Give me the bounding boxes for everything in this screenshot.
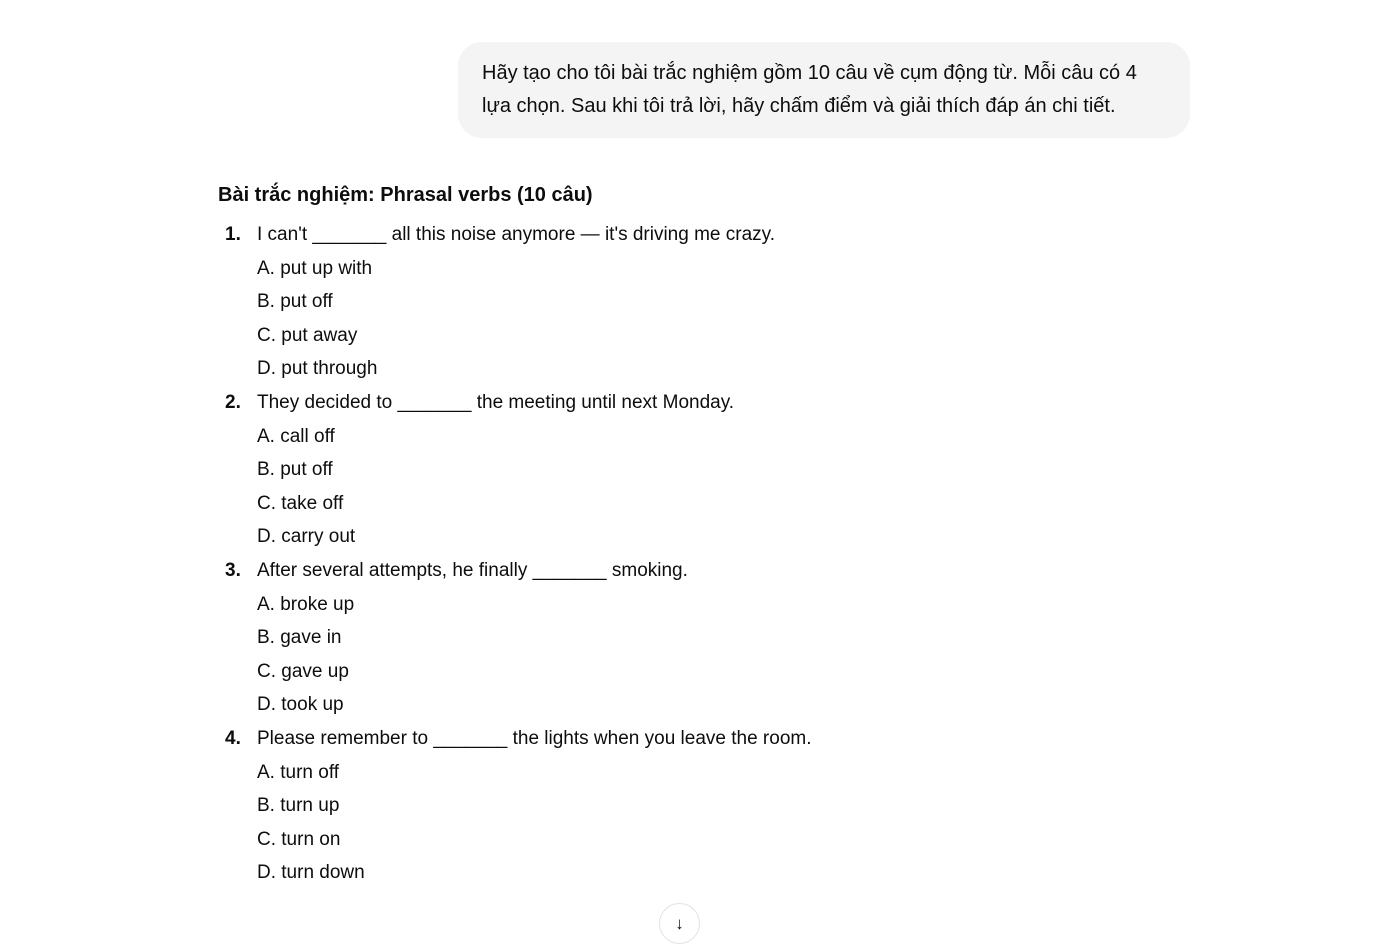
user-message-turn — [218, 42, 1190, 138]
option-line: B. gave in — [257, 627, 342, 649]
option-line: C. turn on — [257, 828, 341, 850]
question-number: 3. — [225, 559, 241, 581]
option-line: A. turn off — [257, 761, 340, 783]
question-item — [218, 554, 1190, 722]
arrow-down-icon: ↓ — [675, 913, 684, 933]
question-item — [218, 722, 1190, 890]
question-text: Please remember to _______ the lights when you leave the room. — [257, 727, 812, 749]
option-line: D. carry out — [257, 526, 356, 548]
question-list — [218, 218, 1190, 890]
question-number: 1. — [225, 224, 241, 245]
question-item — [218, 218, 1190, 386]
question-text: They decided to _______ the meeting until next Monday. — [257, 391, 735, 413]
option-line: D. turn down — [257, 862, 365, 884]
quiz-title: Bài trắc nghiệm: Phrasal verbs (10 câu) — [218, 184, 593, 206]
option-line: C. put away — [257, 324, 358, 346]
user-message-bubble: Hãy tạo cho tôi bài trắc nghiệm gồm 10 câu về cụm động từ. Mỗi câu có 4 lựa chọn. Sau khi tôi trả lời, hãy chấm điểm và giải thích đáp án chi tiết. — [458, 42, 1190, 138]
scroll-to-bottom-button[interactable] — [659, 903, 700, 944]
option-line: C. take off — [257, 492, 344, 514]
option-line: A. call off — [257, 425, 335, 447]
question-number: 4. — [225, 727, 241, 749]
option-line: C. gave up — [257, 660, 349, 682]
chat-column — [218, 0, 1190, 890]
option-line: D. took up — [257, 694, 344, 716]
question-text: After several attempts, he finally _______ smoking. — [257, 559, 688, 581]
option-line: B. put off — [257, 291, 333, 313]
option-line: A. put up with — [257, 257, 373, 279]
option-line: A. broke up — [257, 593, 355, 615]
assistant-message — [218, 182, 1190, 890]
question-number: 2. — [225, 391, 241, 413]
option-line: B. put off — [257, 459, 333, 481]
question-item — [218, 386, 1190, 554]
option-line: D. put through — [257, 358, 378, 380]
question-text: I can't _______ all this noise anymore — it's driving me crazy. — [257, 224, 776, 245]
option-line: B. turn up — [257, 795, 340, 817]
